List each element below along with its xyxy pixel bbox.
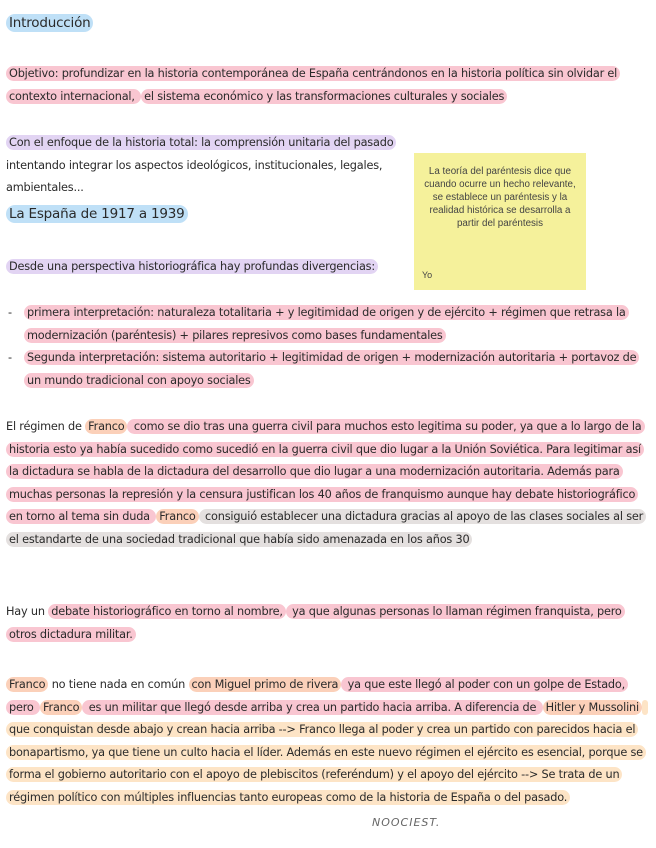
interpretations-list	[6, 302, 646, 392]
intro-heading: Introducción	[6, 12, 646, 36]
franco-paragraph: Franco no tiene nada en común con Miguel primo de rivera ya que este llegó al poder con un golpe de Estado, pero Franco es un militar que llegó desde arriba y crea un partido hacia arriba. A diferencia de Hitler y Mussolini que conquistan desde abajo y crean hacia arriba --> Franco llega al poder y crea un partido con parecidos hacia el bonapartismo, ya que tiene un culto hacia el líder. Además en este nuevo régimen el ejército es esencial, porque se forma el gobierno autoritario con el apoyo de plebiscitos (referéndum) y el apoyo del ejército --> Se trata de un régimen político con múltiples influencias tanto europeas como de la historia de España o del pasado.	[6, 674, 646, 810]
objetivo-paragraph: Objetivo: profundizar en la historia contemporánea de España centrándonos en la historia política sin olvidar el contexto internacional, el sistema económico y las transformaciones culturales y sociales	[6, 63, 646, 108]
list-item: - Segunda interpretación: sistema autoritario + legitimidad de origen + modernización autoritaria + portavoz de un mundo tradicional con apoyo sociales	[6, 347, 646, 392]
regimen-paragraph: El régimen de Franco como se dio tras una guerra civil para muchos esto legitima su poder, ya que a lo largo de la historia esto ya había sucedido como sucedió en la guerra civil que dio lugar a la Unión Soviética. Para legitimar así la dictadura se habla de la dictadura del desarrollo que dio lugar a una modernización autoritaria. Además para muchas personas la represión y la censura justifican los 40 años de franquismo aunque hay debate historiográfico en torno al tema sin duda Franco consiguió establecer una dictadura gracias al apoyo de las clases sociales al ser el estandarte de una sociedad tradicional que había sido amenazada en los años 30	[6, 416, 646, 552]
sticky-note-text: La teoría del paréntesis dice que cuando ocurre un hecho relevante, se establece un paréntesis y la realidad histórica se desarrolla a partir del paréntesis	[424, 166, 576, 229]
signature: NOOCIEST.	[372, 816, 441, 829]
enfoque-paragraph: Con el enfoque de la historia total: la comprensión unitaria del pasado intentando integrar los aspectos ideológicos, institucionales, legales, ambientales...	[6, 132, 411, 200]
debate-paragraph: Hay un debate historiográfico en torno al nombre, ya que algunas personas lo llaman régimen franquista, pero otros dictadura militar.	[6, 601, 646, 646]
divergencias-line: Desde una perspectiva historiográfica hay profundas divergencias:	[6, 256, 646, 279]
list-item: - primera interpretación: naturaleza totalitaria + y legitimidad de origen y de ejército + régimen que retrasa la modernización (paréntesis) + pilares represivos como bases fundamentales	[6, 302, 646, 347]
sticky-note-author: Yo	[422, 270, 433, 280]
section2-heading: La España de 1917 a 1939	[6, 203, 646, 227]
